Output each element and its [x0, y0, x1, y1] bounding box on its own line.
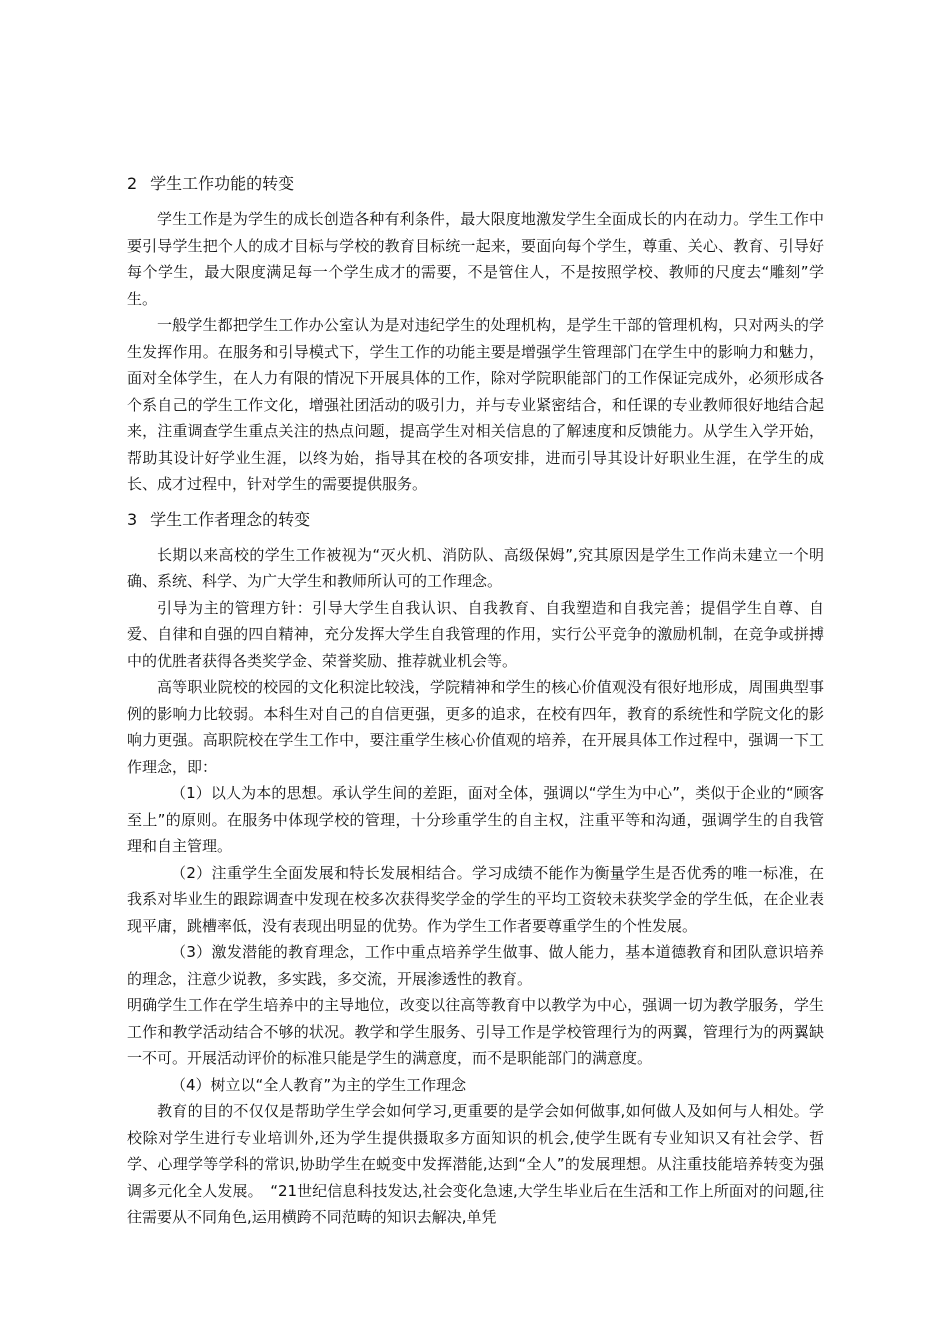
section-2-paragraph-1: 学生工作是为学生的成长创造各种有利条件，最大限度地激发学生全面成长的内在动力。学生工作中要引导学生把个人的成才目标与学校的教育目标统一起来，要面向每个学生，尊重、关心、教育、引导好每个学生，最大限度满足每一个学生成才的需要，不是管住人，不是按照学校、教师的尺度去“雕刻”学生。	[127, 210, 824, 308]
list-item-1: （1）以人为本的思想。承认学生间的差距，面对全体，强调以“学生为中心”，类似于企业的“顾客至上”的原则。在服务中体现学校的管理，十分珍重学生的自主权，注重平等和沟通，强调学生的自我管理和自主管理。	[127, 784, 824, 855]
section-3-paragraph-3: 高等职业院校的校园的文化积淀比较浅，学院精神和学生的核心价值观没有很好地形成，周围典型事例的影响力比较弱。本科生对自己的自信更强，更多的追求，在校有四年，教育的系统性和学院文化的影响力更强。高职院校在学生工作中，要注重学生核心价值观的培养，在开展具体工作过程中，强调一下工作理念，即：	[127, 678, 824, 776]
section-2-heading	[127, 170, 824, 198]
list-item-4: （4）树立以“全人教育”为主的学生工作理念	[171, 1075, 467, 1094]
section-3-paragraph-5: 教育的目的不仅仅是帮助学生学会如何学习,更重要的是学会如何做事,如何做人及如何与人相处。学校除对学生进行专业培训外,还为学生提供摄取多方面知识的机会,使学生既有专业知识又有社会学、哲学、心理学等学科的常识,协助学生在蜕变中发挥潜能,达到“全人”的发展理想。从注重技能培养转变为强调多元化全人发展。 “21世纪信息科技发达,社会变化急速,大学生毕业后在生活和工作上所面对的问题,往往需要从不同角色,运用横跨不同范畴的知识去解决,单凭	[127, 1102, 824, 1226]
document-page	[127, 170, 824, 1231]
list-item-3: （3）激发潜能的教育理念，工作中重点培养学生做事、做人能力，基本道德教育和团队意识培养的理念，注意少说教，多实践，多交流，开展渗透性的教育。	[127, 943, 824, 988]
section-3-paragraph-1: 长期以来高校的学生工作被视为“灭火机、消防队、高级保姆”,究其原因是学生工作尚未建立一个明确、系统、科学、为广大学生和教师所认可的工作理念。	[127, 545, 824, 590]
section-3-title: 学生工作者理念的转变	[150, 509, 311, 529]
list-item-2: （2）注重学生全面发展和特长发展相结合。学习成绩不能作为衡量学生是否优秀的唯一标准，在我系对毕业生的跟踪调查中发现在校多次获得奖学金的学生的平均工资较未获奖学金的学生低，在企业表现平庸，跳槽率低，没有表现出明显的优势。作为学生工作者要尊重学生的个性发展。	[127, 863, 824, 935]
section-2-paragraph-2: 一般学生都把学生工作办公室认为是对违纪学生的处理机构，是学生干部的管理机构，只对两头的学生发挥作用。在服务和引导模式下，学生工作的功能主要是增强学生管理部门在学生中的影响力和魅力，面对全体学生，在人力有限的情况下开展具体的工作，除对学院职能部门的工作保证完成外，必须形成各个系自己的学生工作文化，增强社团活动的吸引力，并与专业紧密结合，和任课的专业教师很好地结合起来，注重调查学生重点关注的热点问题，提高学生对相关信息的了解速度和反馈能力。从学生入学开始，帮助其设计好学业生涯，以终为始，指导其在校的各项安排，进而引导其设计好职业生涯，在学生的成长、成才过程中，针对学生的需要提供服务。	[127, 316, 824, 493]
section-2-title: 学生工作功能的转变	[150, 174, 295, 193]
section-3-number: 3	[127, 509, 138, 529]
section-3-paragraph-4: 明确学生工作在学生培养中的主导地位，改变以往高等教育中以教学为中心，强调一切为教学服务，学生工作和教学活动结合不够的状况。教学和学生服务、引导工作是学校管理行为的两翼，管理行为的两翼缺一不可。开展活动评价的标准只能是学生的满意度，而不是职能部门的满意度。	[127, 996, 824, 1067]
section-3-heading	[127, 506, 824, 534]
section-2-number: 2	[127, 174, 138, 193]
section-3-paragraph-2: 引导为主的管理方针：引导大学生自我认识、自我教育、自我塑造和自我完善；提倡学生自尊、自爱、自律和自强的四自精神，充分发挥大学生自我管理的作用，实行公平竞争的激励机制，在竞争或拼搏中的优胜者获得各类奖学金、荣誉奖励、推荐就业机会等。	[127, 598, 824, 670]
